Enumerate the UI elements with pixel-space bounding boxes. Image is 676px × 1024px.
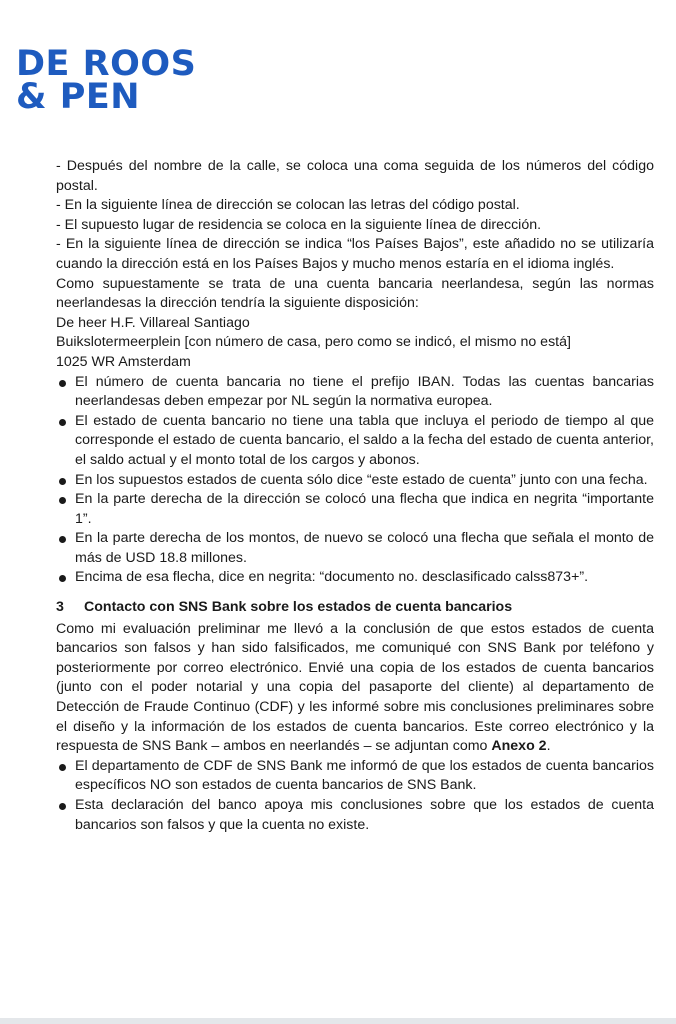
document-body	[56, 157, 654, 835]
section-number: 3	[56, 599, 64, 616]
address-line: Buikslotermeerplein [con número de casa, pero como se indicó, el mismo no está]	[56, 334, 571, 351]
list-item: El estado de cuenta bancario no tiene una tabla que incluya el periodo de tiempo al que corresponde el estado de cuenta bancario, el saldo a la fecha del estado de cuenta anterior, el saldo actual y el monto total de los cargos y abonos.	[56, 412, 654, 471]
list-item: En la parte derecha de los montos, de nuevo se colocó una flecha que señala el monto de más de USD 18.8 millones.	[56, 529, 654, 568]
list-item: Encima de esa flecha, dice en negrita: “documento no. desclasificado calss873+”.	[56, 568, 654, 588]
annex-label: Anexo 2	[491, 738, 547, 755]
list-item: En la parte derecha de la dirección se colocó una flecha que indica en negrita “importante 1”.	[56, 490, 654, 529]
section-paragraph-text: Como mi evaluación preliminar me llevó a la conclusión de que estos estados de cuenta bancarios son falsos y han sido falsificados, me comuniqué con SNS Bank por teléfono y posteriormente por correo electrónico. Envié una copia de los estados de cuenta bancarios (junto con el poder notarial y una copia del pasaporte del cliente) al departamento de Detección de Fraude Continuo (CDF) y les informé sobre mis conclusiones preliminares sobre el diseño y la información de los estados de cuenta bancarios. Este correo electrónico y la respuesta de SNS Bank – ambos en neerlandés – se adjuntan como	[56, 620, 654, 755]
section-title: Contacto con SNS Bank sobre los estados de cuenta bancarios	[84, 599, 513, 616]
intro-paragraph: Como supuestamente se trata de una cuenta bancaria neerlandesa, según las normas neerlandesas la dirección tendría la siguiente disposición:	[56, 275, 654, 312]
section-paragraph	[56, 620, 654, 757]
list-item: El departamento de CDF de SNS Bank me informó de que los estados de cuenta bancarios específicos NO son estados de cuenta bancarios de SNS Bank.	[56, 757, 654, 796]
dash-line: - En la siguiente línea de dirección se colocan las letras del código postal.	[56, 197, 520, 214]
dash-line: - Después del nombre de la calle, se coloca una coma seguida de los números del código postal.	[56, 158, 654, 194]
annex-end: .	[546, 738, 551, 755]
logo-line-1: DE ROOS	[16, 44, 197, 84]
company-logo	[16, 44, 197, 117]
page-bottom-edge	[0, 1018, 676, 1024]
section-heading	[56, 598, 654, 618]
list-item: En los supuestos estados de cuenta sólo dice “este estado de cuenta” junto con una fecha.	[56, 471, 654, 491]
address-line: De heer H.F. Villareal Santiago	[56, 314, 250, 331]
dash-line: - El supuesto lugar de residencia se coloca en la siguiente línea de dirección.	[56, 216, 542, 233]
dash-line: - En la siguiente línea de dirección se indica “los Países Bajos”, este añadido no se utilizaría cuando la dirección está en los Países Bajos y mucho menos estaría en el idioma inglés.	[56, 236, 654, 272]
logo-line-2: & PEN	[16, 77, 141, 117]
address-block	[56, 314, 654, 373]
address-line: 1025 WR Amsterdam	[56, 353, 191, 370]
list-item: Esta declaración del banco apoya mis conclusiones sobre que los estados de cuenta bancarios son falsos y que la cuenta no existe.	[56, 796, 654, 835]
findings-list	[56, 373, 654, 589]
list-item: El número de cuenta bancaria no tiene el prefijo IBAN. Todas las cuentas bancarias neerlandesas deben empezar por NL según la normativa europea.	[56, 373, 654, 412]
bank-response-list	[56, 757, 654, 835]
